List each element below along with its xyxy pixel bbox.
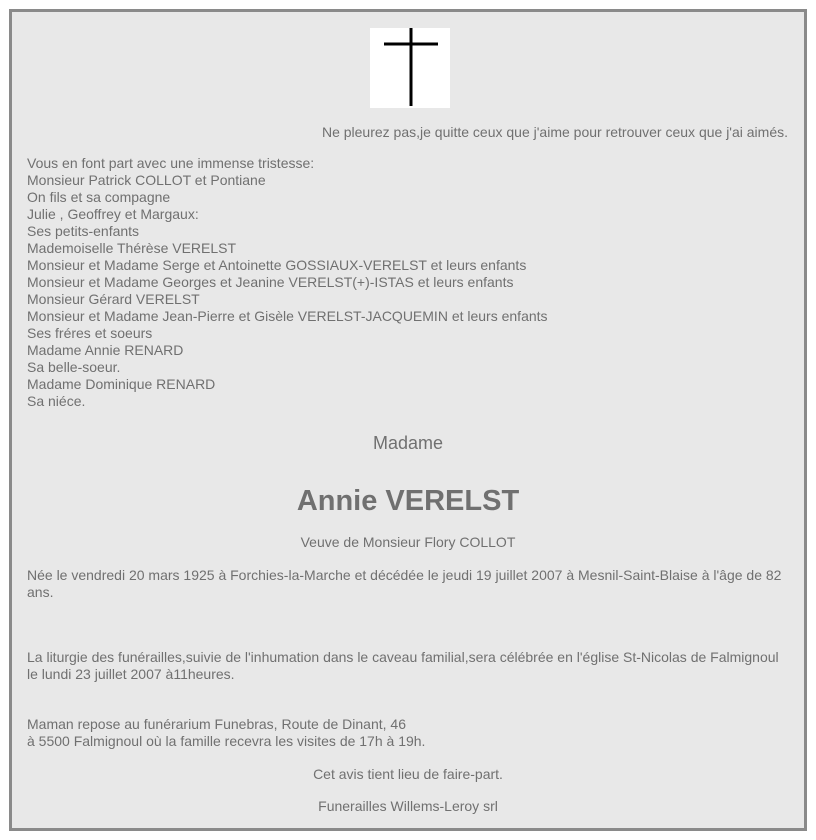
funerarium-line: Maman repose au funérarium Funebras, Route de Dinant, 46 bbox=[27, 716, 406, 732]
latin-cross-icon bbox=[370, 28, 450, 108]
family-line: Monsieur Gérard VERELST bbox=[27, 291, 200, 307]
family-line: Madame Dominique RENARD bbox=[27, 376, 216, 392]
family-line: Monsieur et Madame Jean-Pierre et Gisèle VERELST-JACQUEMIN et leurs enfants bbox=[27, 308, 548, 324]
obituary-card bbox=[9, 9, 807, 831]
family-line: Ses petits-enfants bbox=[27, 223, 140, 239]
family-announcement bbox=[27, 155, 787, 410]
family-line: Vous en font part avec une immense tristesse: bbox=[27, 155, 315, 171]
family-line: Ses fréres et soeurs bbox=[27, 325, 153, 341]
deceased-name: Annie VERELST bbox=[296, 485, 520, 517]
family-line: Sa niéce. bbox=[27, 393, 86, 409]
cross-graphic bbox=[370, 28, 450, 108]
family-line: On fils et sa compagne bbox=[27, 189, 171, 205]
birth-death-details: Née le vendredi 20 mars 1925 à Forchies-la-Marche et décédée le jeudi 19 juillet 2007 à Mesnil-Saint-Blaise à l'âge de 82 ans. bbox=[27, 567, 782, 600]
funerarium-info bbox=[27, 716, 792, 750]
family-line: Mademoiselle Thérèse VERELST bbox=[27, 240, 237, 256]
family-line: Julie , Geoffrey et Margaux: bbox=[27, 206, 199, 222]
family-line: Sa belle-soeur. bbox=[27, 359, 121, 375]
family-line: Monsieur et Madame Serge et Antoinette GOSSIAUX-VERELST et leurs enfants bbox=[27, 257, 527, 273]
widow-of: Veuve de Monsieur Flory COLLOT bbox=[300, 534, 516, 550]
notice-text: Cet avis tient lieu de faire-part. bbox=[313, 766, 503, 782]
family-line: Madame Annie RENARD bbox=[27, 342, 184, 358]
undertaker-name: Funerailles Willems-Leroy srl bbox=[318, 798, 498, 814]
visiting-hours-line: à 5500 Falmignoul où la famille recevra les visites de 17h à 19h. bbox=[27, 733, 426, 749]
family-line: Monsieur Patrick COLLOT et Pontiane bbox=[27, 172, 266, 188]
funeral-liturgy: La liturgie des funérailles,suivie de l'inhumation dans le caveau familial,sera célébrée en l'église St-Nicolas de Falmignoul le lundi 23 juillet 2007 à11heures. bbox=[27, 649, 779, 682]
deceased-title: Madame bbox=[372, 433, 444, 453]
memorial-quote: Ne pleurez pas,je quitte ceux que j'aime pour retrouver ceux que j'ai aimés. bbox=[321, 124, 788, 140]
family-line: Monsieur et Madame Georges et Jeanine VERELST(+)-ISTAS et leurs enfants bbox=[27, 274, 514, 290]
